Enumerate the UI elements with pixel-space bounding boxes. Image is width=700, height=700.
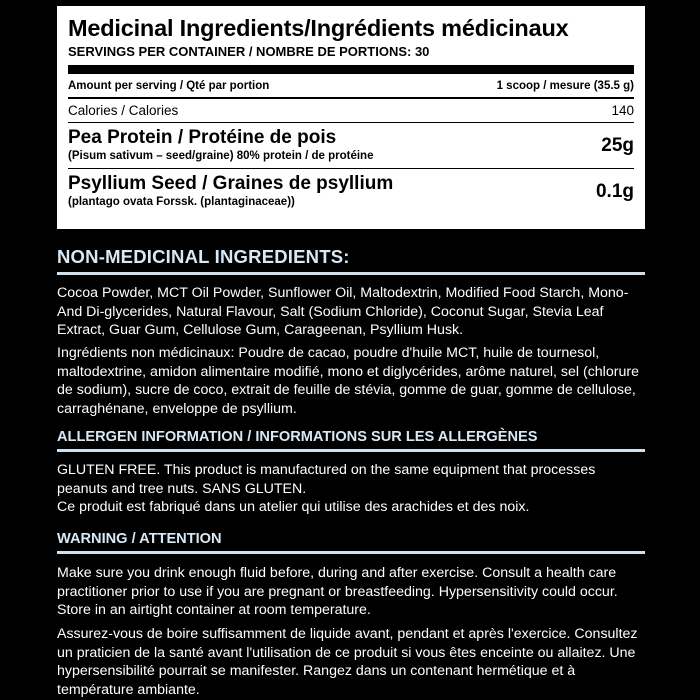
amount-value: 1 scoop / mesure (35.5 g): [496, 80, 634, 92]
calories-row: [68, 99, 634, 122]
section-underline: [57, 272, 645, 275]
non-medicinal-english: Cocoa Powder, MCT Oil Powder, Sunflower Oil, Maltodextrin, Modified Food Starch, Mono- And Di-glycerides, Natural Flavour, Salt (Sodium Chloride), Coconut Sugar, Stevia Leaf Extract, Guar Gum, Cellulose Gum, Carageenan, Psyllium Husk.: [57, 285, 629, 339]
panel-title: Medicinal Ingredients/Ingrédients médicinaux: [68, 15, 569, 41]
allergen-french: Ce produit est fabriqué dans un atelier qui utilise des arachides et des noix.: [57, 499, 530, 515]
allergen-heading: ALLERGEN INFORMATION / INFORMATIONS SUR LES ALLERGÈNES: [57, 429, 538, 445]
thick-divider: [68, 65, 634, 74]
warning-heading: WARNING / ATTENTION: [57, 531, 222, 547]
ingredient-amount: 25g: [601, 134, 634, 156]
ingredient-detail: (Pisum sativum – seed/graine) 80% protein / de protéine: [68, 150, 374, 162]
ingredient-name: Psyllium Seed / Graines de psyllium: [68, 173, 394, 194]
ingredient-detail: (plantago ovata Forssk. (plantaginaceae)): [68, 196, 295, 208]
non-medicinal-heading: NON-MEDICINAL INGREDIENTS:: [57, 246, 350, 267]
ingredient-amount: 0.1g: [595, 180, 634, 202]
non-medicinal-french: Ingrédients non médicinaux: Poudre de cacao, poudre d'huile MCT, huile de tournesol, maltodextrine, amidon alimentaire modifié, mono et diglycérides, arôme naturel, sel (chlorure de sodium), sucre de coco, extrait de feuille de stévia, gomme de guar, gomme de cellulose, carraghénane, enveloppe de psyllium.: [57, 345, 639, 417]
medicinal-ingredients-panel: [57, 6, 645, 229]
warning-french: Assurez-vous de boire suffisamment de liquide avant, pendant et après l'exercice. Consultez un praticien de la santé avant l'utilisation de ce produit si vous êtes enceinte ou allaitez. Une hypersensibilité pourrait se manifester. Rangez dans un contenant hermétique et à température ambiante.: [57, 626, 638, 698]
servings-per-container: SERVINGS PER CONTAINER / NOMBRE DE PORTIONS: 30: [68, 44, 430, 59]
ingredient-row-psyllium-seed: [68, 169, 634, 214]
amount-per-serving-row: [68, 75, 634, 97]
section-underline: [57, 551, 645, 554]
calories-label: Calories / Calories: [68, 103, 179, 118]
section-underline: [57, 449, 645, 452]
ingredient-name: Pea Protein / Protéine de pois: [68, 127, 337, 148]
allergen-english: GLUTEN FREE. This product is manufactured on the same equipment that processes peanuts and tree nuts. SANS GLUTEN.: [57, 462, 596, 497]
warning-english: Make sure you drink enough fluid before, during and after exercise. Consult a health care practitioner prior to use if you are pregnant or breastfeeding. Hypersensitivity could occur. Store in an airtight container at room temperature.: [57, 565, 618, 619]
ingredient-row-pea-protein: [68, 123, 634, 168]
amount-label: Amount per serving / Qté par portion: [68, 80, 270, 92]
calories-value: 140: [611, 103, 634, 118]
